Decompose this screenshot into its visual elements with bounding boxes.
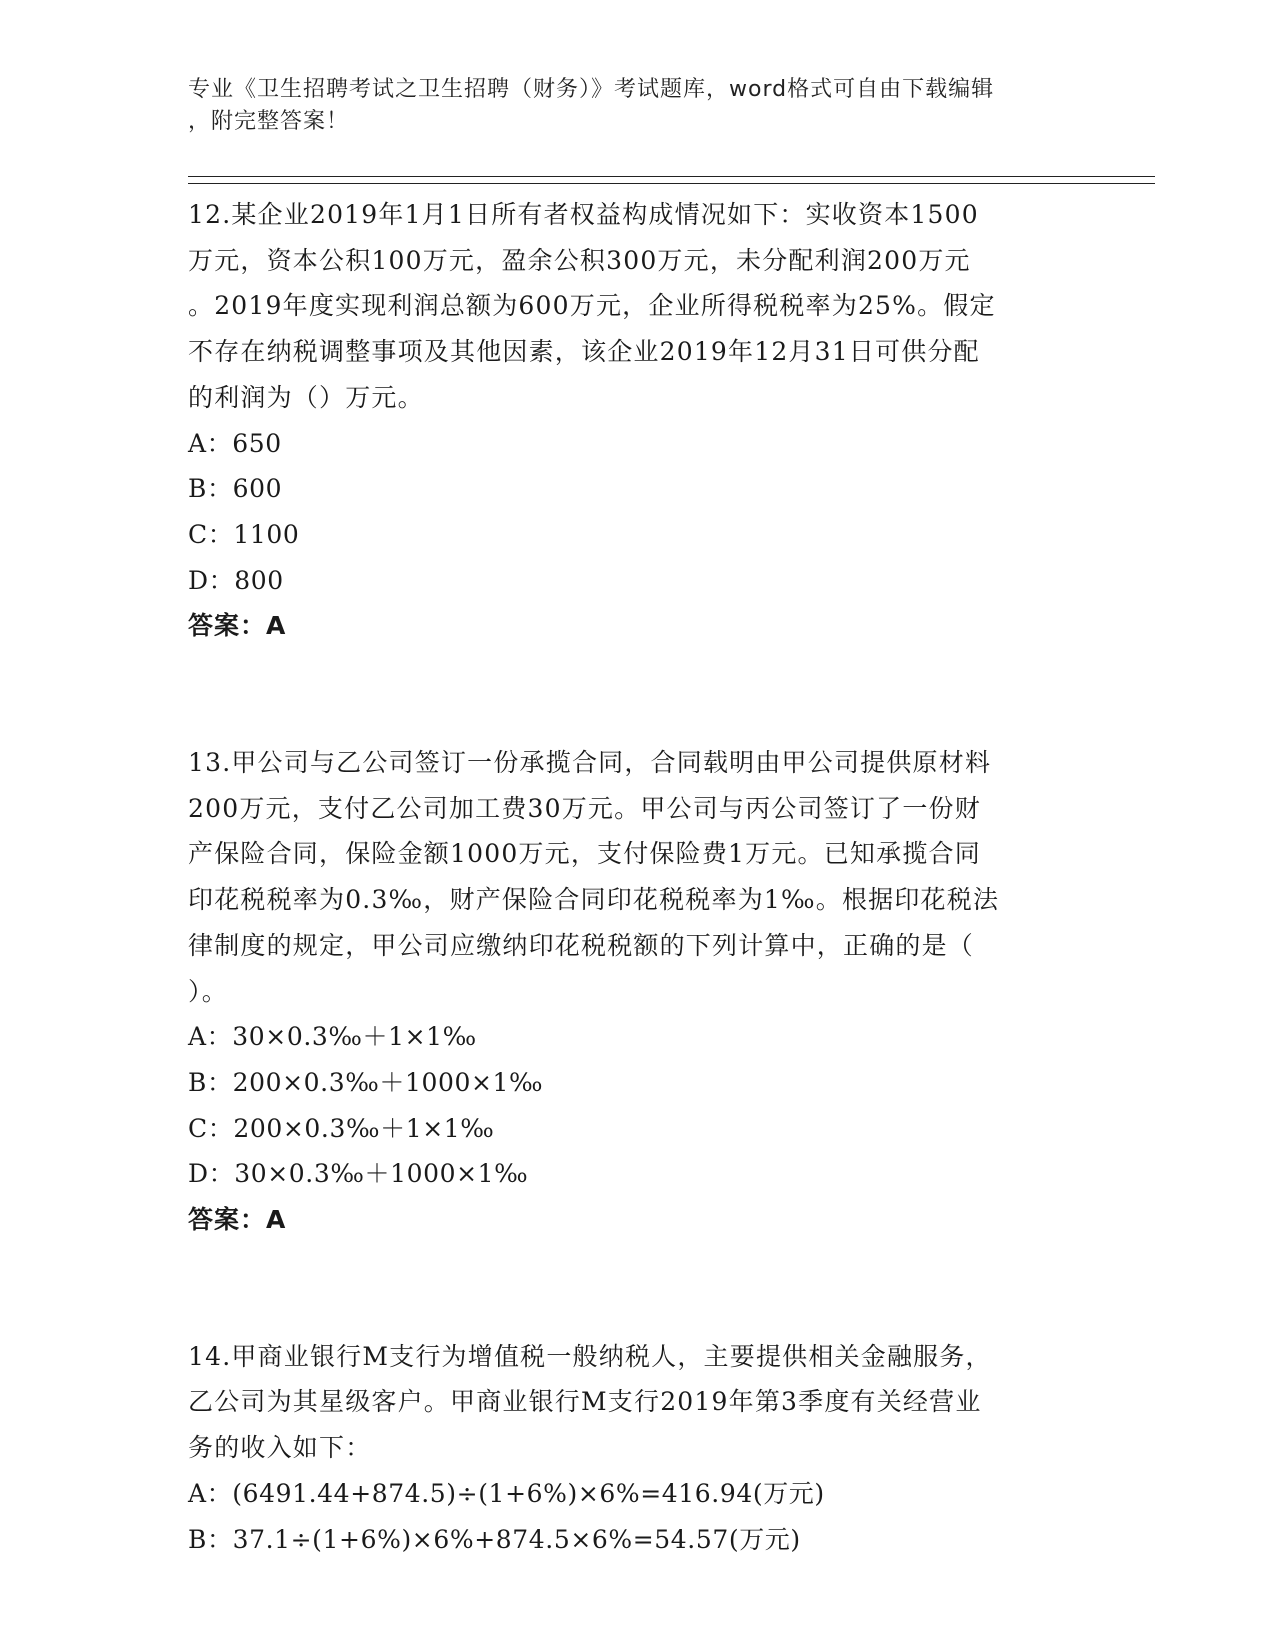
question-stem-line: 12.某企业2019年1月1日所有者权益构成情况如下：实收资本1500 — [188, 200, 979, 229]
option-a: A：30×0.3‰＋1×1‰ — [188, 1022, 477, 1052]
question-stem-line: 200万元，支付乙公司加工费30万元。甲公司与丙公司签订了一份财 — [188, 793, 981, 823]
question-14 — [188, 1334, 1088, 1563]
option-d: D：800 — [188, 565, 284, 595]
question-stem-line: 14.甲商业银行M支行为增值税一般纳税人，主要提供相关金融服务， — [188, 1341, 992, 1371]
question-stem-line: ）。 — [188, 976, 228, 1006]
document-header — [188, 74, 1088, 138]
option-b: B：37.1÷(1+6%)×6%+874.5×6%=54.57(万元) — [188, 1524, 801, 1554]
question-13 — [188, 740, 1088, 1243]
option-a: A：650 — [188, 428, 282, 458]
question-stem-line: 的利润为（）万元。 — [188, 382, 424, 412]
question-gap — [188, 649, 1088, 740]
question-12 — [188, 192, 1088, 649]
question-stem-line: 律制度的规定，甲公司应缴纳印花税税额的下列计算中，正确的是（ — [188, 930, 975, 960]
header-divider — [188, 176, 1155, 177]
header-divider — [188, 183, 1155, 184]
option-b: B：200×0.3‰＋1000×1‰ — [188, 1067, 544, 1097]
question-stem-line: 印花税税率为0.3‰，财产保险合同印花税税率为1‰。根据印花税法 — [188, 885, 1000, 915]
question-stem-line: 不存在纳税调整事项及其他因素，该企业2019年12月31日可供分配 — [188, 337, 980, 367]
answer-label: 答案：A — [188, 1205, 287, 1235]
question-stem-line: 。2019年度实现利润总额为600万元，企业所得税税率为25%。假定 — [188, 291, 996, 321]
question-list — [188, 192, 1088, 1562]
option-c: C：1100 — [188, 519, 300, 549]
question-stem-line: 务的收入如下： — [188, 1433, 372, 1463]
option-b: B：600 — [188, 474, 283, 504]
header-line: 专业《卫生招聘考试之卫生招聘（财务）》考试题库，word格式可自由下载编辑 — [188, 77, 995, 102]
question-gap — [188, 1243, 1088, 1334]
option-c: C：200×0.3‰＋1×1‰ — [188, 1113, 495, 1143]
question-stem-line: 13.甲公司与乙公司签订一份承揽合同，合同载明由甲公司提供原材料 — [188, 748, 992, 778]
question-stem-line: 万元，资本公积100万元，盈余公积300万元，未分配利润200万元 — [188, 245, 971, 275]
question-stem-line: 产保险合同，保险金额1000万元，支付保险费1万元。已知承揽合同 — [188, 839, 981, 869]
question-stem-line: 乙公司为其星级客户。甲商业银行M支行2019年第3季度有关经营业 — [188, 1387, 982, 1417]
option-a: A：(6491.44+874.5)÷(1+6%)×6%=416.94(万元) — [188, 1478, 825, 1508]
option-d: D：30×0.3‰＋1000×1‰ — [188, 1159, 529, 1189]
answer-label: 答案：A — [188, 611, 287, 641]
header-line: ，附完整答案！ — [188, 109, 350, 134]
